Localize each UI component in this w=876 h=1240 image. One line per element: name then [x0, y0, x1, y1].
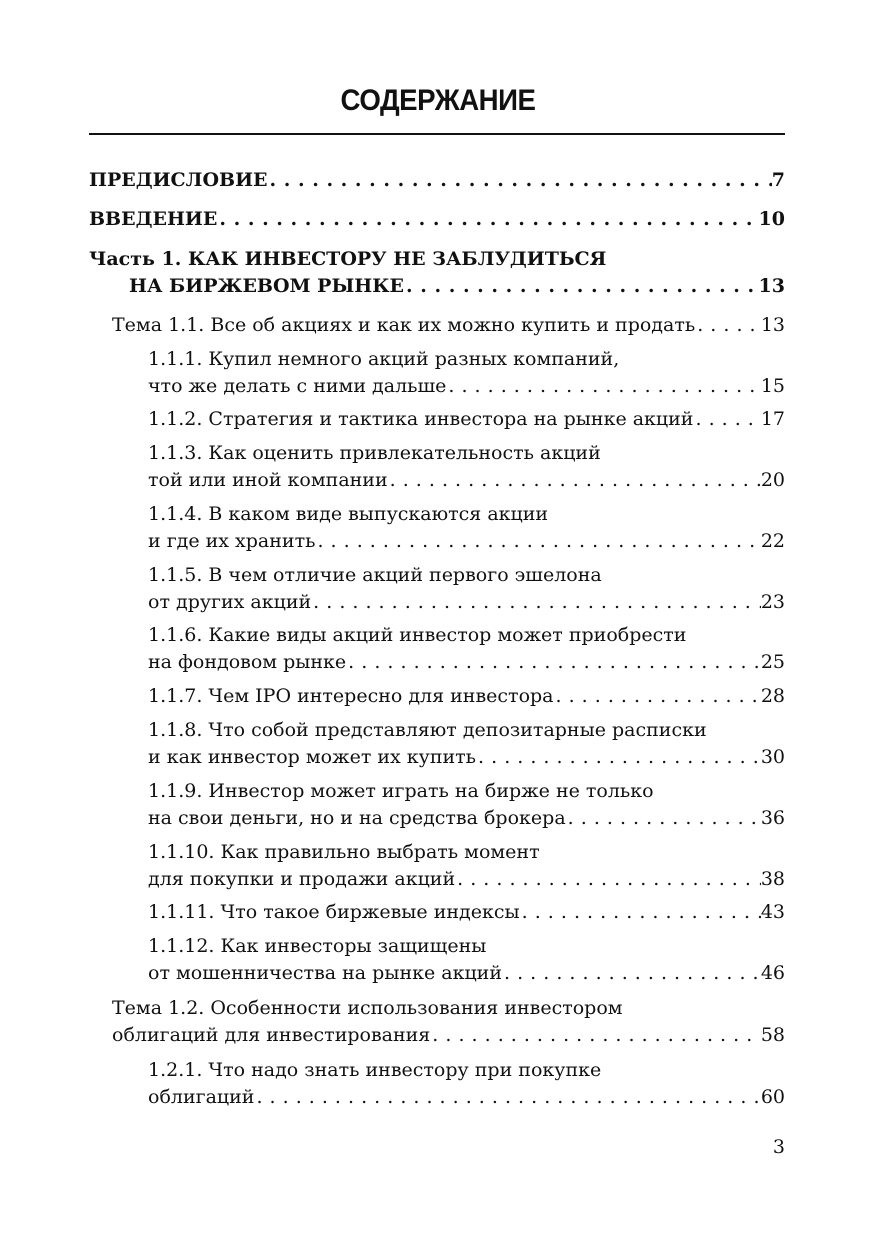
toc-entry-1-1-1[interactable]: [148, 346, 785, 400]
toc-entry-title-line1: 1.1.4. В каком виде выпускаются акции: [148, 503, 549, 525]
toc-entry-title: и где их хранить: [148, 530, 316, 552]
toc-entry-topic-1-2[interactable]: [112, 995, 785, 1049]
toc-entry-title: 1.1.11. Что такое биржевые индексы: [148, 901, 520, 923]
dot-leader: [217, 206, 758, 233]
toc-entry-title-line1: 1.1.8. Что собой представляют депозитарные расписки: [148, 719, 707, 741]
toc-entry-title-line1: 1.2.1. Что надо знать инвестору при покупке: [148, 1059, 602, 1081]
dot-leader: [268, 167, 772, 194]
dot-leader: [566, 805, 761, 832]
toc-entry-title-line1: Тема 1.2. Особенности использования инвестором: [112, 997, 623, 1019]
toc-entry-title: облигаций: [148, 1086, 255, 1108]
dot-leader: [254, 1084, 760, 1111]
toc-page-number: 25: [760, 651, 785, 673]
toc-entry-title: 1.1.7. Чем IPO интересно для инвестора: [148, 685, 554, 707]
toc-entry-title: от других акций: [148, 591, 312, 613]
toc-entry-title-line1: 1.1.9. Инвестор может играть на бирже не только: [148, 780, 654, 802]
toc-page-number: 7: [771, 169, 785, 191]
toc-entry-title: облигаций для инвестирования: [112, 1024, 431, 1046]
toc-entry-title: ПРЕДИСЛОВИЕ: [89, 169, 268, 191]
toc-page-number: 36: [760, 807, 785, 829]
toc-entry-introduction[interactable]: [89, 206, 785, 233]
toc-entry-1-1-10[interactable]: [148, 839, 785, 893]
toc-page-number: 10: [758, 208, 785, 230]
toc-entry-title-line1: Часть 1. КАК ИНВЕСТОРУ НЕ ЗАБЛУДИТЬСЯ: [89, 248, 607, 270]
toc-entry-1-2-1[interactable]: [148, 1057, 785, 1111]
dot-leader: [315, 528, 760, 555]
toc-entry-title: на фондовом рынке: [148, 651, 347, 673]
toc-page-number: 58: [760, 1024, 785, 1046]
dot-leader: [404, 273, 759, 300]
toc-page-number: 13: [758, 275, 785, 297]
toc-entry-title: что же делать с ними дальше: [148, 375, 447, 397]
toc-entry-1-1-5[interactable]: [148, 562, 785, 616]
toc-page-number: 22: [760, 530, 785, 552]
dot-leader: [446, 373, 760, 400]
toc-entry-title: ВВЕДЕНИЕ: [89, 208, 218, 230]
toc-entry-title-line1: 1.1.6. Какие виды акций инвестор может приобрести: [148, 624, 687, 646]
toc-entry-title: Тема 1.1. Все об акциях и как их можно купить и продать: [112, 314, 696, 336]
toc-entry-title: для покупки и продажи акций: [148, 868, 456, 890]
toc-entry-1-1-4[interactable]: [148, 501, 785, 555]
dot-leader: [520, 899, 761, 926]
toc-entry-1-1-7[interactable]: [148, 683, 785, 710]
toc-entry-title: 1.1.2. Стратегия и тактика инвестора на рынке акций: [148, 408, 694, 430]
toc-entry-topic-1-1[interactable]: [112, 312, 785, 339]
toc-entry-title-line1: 1.1.12. Как инвесторы защищены: [148, 935, 487, 957]
toc-entry-title-line1: 1.1.3. Как оценить привлекательность акций: [148, 442, 601, 464]
toc-page-number: 20: [760, 469, 785, 491]
toc-page-number: 30: [760, 746, 785, 768]
toc-page-number: 17: [760, 408, 785, 430]
toc-entry-part-1[interactable]: [89, 246, 785, 300]
dot-leader: [693, 406, 760, 433]
toc-entry-preface[interactable]: [89, 167, 785, 194]
toc-entry-title-line1: 1.1.1. Купил немного акций разных компаний,: [148, 348, 620, 370]
toc-entry-1-1-12[interactable]: [148, 933, 785, 987]
dot-leader: [695, 312, 761, 339]
page-title: СОДЕРЖАНИЕ: [340, 84, 536, 117]
toc-page-number: 15: [760, 375, 785, 397]
dot-leader: [455, 866, 761, 893]
toc-entry-1-1-11[interactable]: [148, 899, 785, 926]
toc-entry-title-line1: 1.1.10. Как правильно выбрать момент: [148, 841, 540, 863]
dot-leader: [388, 467, 761, 494]
toc-entry-title: от мошенничества на рынке акций: [148, 962, 503, 984]
toc-entry-1-1-6[interactable]: [148, 622, 785, 676]
toc-page-number: 38: [760, 868, 785, 890]
toc-page-number: 28: [760, 685, 785, 707]
toc-page-number: 13: [760, 314, 785, 336]
dot-leader: [476, 744, 761, 771]
toc-entry-1-1-2[interactable]: [148, 406, 785, 433]
toc-entry-title-line1: 1.1.5. В чем отличие акций первого эшелона: [148, 564, 602, 586]
toc-page-number: 23: [760, 591, 785, 613]
dot-leader: [430, 1022, 761, 1049]
toc-entry-title: НА БИРЖЕВОМ РЫНКЕ: [129, 275, 405, 297]
dot-leader: [346, 649, 761, 676]
toc-entry-1-1-9[interactable]: [148, 778, 785, 832]
toc-entry-1-1-3[interactable]: [148, 440, 785, 494]
dot-leader: [311, 589, 761, 616]
toc-page-number: 43: [760, 901, 785, 923]
toc-entry-title: и как инвестор может их купить: [148, 746, 477, 768]
toc-entry-title: на свои деньги, но и на средства брокера: [148, 807, 566, 829]
dot-leader: [554, 683, 761, 710]
toc-entry-title: той или иной компании: [148, 469, 388, 491]
page-number: 3: [772, 1136, 785, 1158]
toc-page-number: 60: [760, 1086, 785, 1108]
dot-leader: [502, 960, 761, 987]
toc-page-number: 46: [760, 962, 785, 984]
toc-entry-1-1-8[interactable]: [148, 717, 785, 771]
